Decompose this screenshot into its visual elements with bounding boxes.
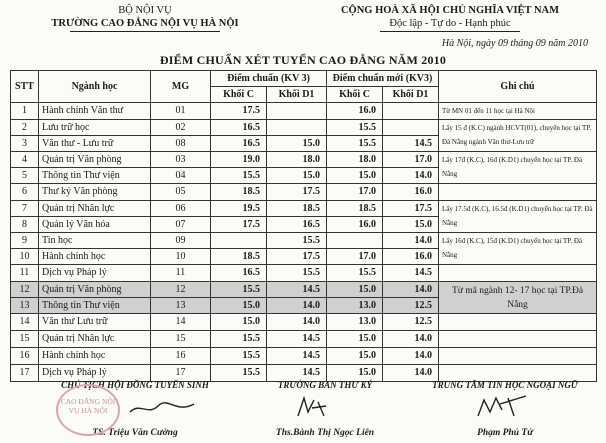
cell-stt: 11 bbox=[11, 265, 39, 282]
cell-score-d1: 18.0 bbox=[267, 152, 327, 168]
cell-major: Thông tin Thư viện bbox=[39, 298, 151, 314]
note-empty bbox=[439, 265, 597, 282]
cell-stt: 10 bbox=[11, 249, 39, 265]
table-row bbox=[11, 233, 597, 249]
signature-role: TRƯỞNG BAN THƯ KÝ bbox=[277, 380, 373, 390]
cell-score-c: 15.5 bbox=[211, 282, 267, 298]
table-row-highlighted bbox=[11, 282, 597, 298]
cell-new-score-c: 18.5 bbox=[327, 201, 383, 217]
cell-code: 06 bbox=[151, 201, 211, 217]
cell-new-score-d1: 14.5 bbox=[383, 265, 439, 282]
cell-new-score-c bbox=[327, 233, 383, 249]
cell-code: 12 bbox=[151, 282, 211, 298]
header-group-kv3: Điểm chuẩn (KV 3) bbox=[211, 71, 327, 87]
cell-score-d1: 14.5 bbox=[267, 365, 327, 382]
cell-code: 13 bbox=[151, 298, 211, 314]
cell-stt: 16 bbox=[11, 348, 39, 365]
cell-new-score-c: 15.5 bbox=[327, 120, 383, 136]
country-name: CỘNG HOÀ XÃ HỘI CHỦ NGHĨA VIỆT NAM bbox=[340, 5, 560, 16]
cell-code: 10 bbox=[151, 249, 211, 265]
cell-stt: 1 bbox=[11, 103, 39, 120]
cell-new-score-d1 bbox=[383, 103, 439, 120]
signature-block-it-center bbox=[410, 380, 600, 438]
signature-role: CHỦ TỊCH HỘI ĐỒNG TUYỂN SINH bbox=[61, 380, 209, 390]
cell-new-score-d1: 14.0 bbox=[383, 168, 439, 184]
table-row bbox=[11, 365, 597, 382]
note-transfer-admin: Lấy 16đ (K.C), 15đ (K.D1) chuyển học tại TP. Đà Nẵng bbox=[439, 233, 597, 265]
cell-score-c: 15.5 bbox=[211, 331, 267, 348]
cell-major: Hành chính học bbox=[39, 249, 151, 265]
cell-new-score-d1: 15.0 bbox=[383, 217, 439, 233]
cell-new-score-c: 15.5 bbox=[327, 265, 383, 282]
cell-new-score-d1: 14.0 bbox=[383, 233, 439, 249]
cell-score-d1: 18.5 bbox=[267, 201, 327, 217]
table-row bbox=[11, 184, 597, 201]
cell-major: Quản trị Nhân lực bbox=[39, 331, 151, 348]
cell-new-score-d1 bbox=[383, 120, 439, 136]
cell-new-score-d1: 17.0 bbox=[383, 152, 439, 168]
signature-scrawl bbox=[292, 394, 332, 420]
cell-new-score-d1: 14.5 bbox=[383, 136, 439, 152]
header-major: Ngành học bbox=[39, 71, 151, 103]
cell-code: 03 bbox=[151, 152, 211, 168]
cell-score-d1 bbox=[267, 103, 327, 120]
cell-score-d1: 14.5 bbox=[267, 331, 327, 348]
cell-score-c: 18.5 bbox=[211, 184, 267, 201]
note-transfer-office: Lấy 17đ (K.C), 16đ (K.D1) chuyển học tại TP. Đà Nẵng bbox=[439, 152, 597, 184]
official-stamp: CAO ĐẲNG NỘI VỤ HÀ NỘI bbox=[56, 384, 120, 436]
cell-score-c: 17.5 bbox=[211, 217, 267, 233]
cell-new-score-d1: 17.5 bbox=[383, 201, 439, 217]
signature-scrawl bbox=[474, 392, 530, 420]
header-left bbox=[20, 4, 270, 32]
cell-major: Quản trị Văn phòng bbox=[39, 152, 151, 168]
header-khoi-c: Khối C bbox=[211, 87, 267, 103]
cell-score-c bbox=[211, 233, 267, 249]
cell-new-score-d1: 12.5 bbox=[383, 298, 439, 314]
cell-major: Tin học bbox=[39, 233, 151, 249]
cell-new-score-c: 16.0 bbox=[327, 103, 383, 120]
table-row bbox=[11, 314, 597, 331]
cell-score-c: 15.0 bbox=[211, 314, 267, 331]
cell-major: Dịch vụ Pháp lý bbox=[39, 265, 151, 282]
cell-score-c: 18.5 bbox=[211, 249, 267, 265]
document-title: ĐIỂM CHUẨN XÉT TUYỂN CAO ĐẲNG NĂM 2010 bbox=[159, 53, 447, 67]
cell-stt: 5 bbox=[11, 168, 39, 184]
cell-stt: 9 bbox=[11, 233, 39, 249]
cell-score-c: 16.5 bbox=[211, 136, 267, 152]
note-hanoi: Từ MN 01 đến 11 học tại Hà Nội bbox=[439, 103, 597, 120]
table-row bbox=[11, 348, 597, 365]
cell-new-score-d1: 14.0 bbox=[383, 331, 439, 348]
cell-score-c: 16.5 bbox=[211, 265, 267, 282]
cell-score-c: 15.5 bbox=[211, 348, 267, 365]
note-empty bbox=[439, 331, 597, 348]
cell-code: 17 bbox=[151, 365, 211, 382]
cell-code: 08 bbox=[151, 136, 211, 152]
cell-new-score-c: 13.0 bbox=[327, 314, 383, 331]
cell-code: 09 bbox=[151, 233, 211, 249]
header-new-khoi-c: Khối C bbox=[327, 87, 383, 103]
table-row bbox=[11, 152, 597, 168]
header-left-underline bbox=[70, 31, 220, 32]
signature-block-secretary bbox=[250, 380, 400, 438]
cell-new-score-c: 15.0 bbox=[327, 282, 383, 298]
cell-new-score-d1: 14.0 bbox=[383, 348, 439, 365]
cell-stt: 12 bbox=[11, 282, 39, 298]
cell-stt: 3 bbox=[11, 136, 39, 152]
cell-score-d1: 16.5 bbox=[267, 217, 327, 233]
cell-code: 05 bbox=[151, 184, 211, 201]
cell-score-d1: 15.5 bbox=[267, 233, 327, 249]
cell-major: Văn thư - Lưu trữ bbox=[39, 136, 151, 152]
cell-score-c: 19.0 bbox=[211, 152, 267, 168]
cell-major: Thông tin Thư viện bbox=[39, 168, 151, 184]
cell-code: 02 bbox=[151, 120, 211, 136]
cell-major: Quản trị Văn phòng bbox=[39, 282, 151, 298]
cell-code: 04 bbox=[151, 168, 211, 184]
header-new-khoi-d1: Khối D1 bbox=[383, 87, 439, 103]
table-row bbox=[11, 120, 597, 136]
cell-score-c: 17.5 bbox=[211, 103, 267, 120]
note-transfer-hr: Lấy 17.5đ (K.C), 16.5đ (K.D1) chuyển học tại TP. Đà Nẵng bbox=[439, 201, 597, 233]
cell-code: 01 bbox=[151, 103, 211, 120]
header-right bbox=[300, 4, 600, 32]
header-code: MG bbox=[151, 71, 211, 103]
cell-code: 14 bbox=[151, 314, 211, 331]
cell-stt: 7 bbox=[11, 201, 39, 217]
cell-score-d1: 14.5 bbox=[267, 348, 327, 365]
cell-stt: 6 bbox=[11, 184, 39, 201]
cell-major: Quản lý Văn hóa bbox=[39, 217, 151, 233]
header-stt: STT bbox=[11, 71, 39, 103]
cell-major: Lưu trữ học bbox=[39, 120, 151, 136]
cell-score-d1: 15.5 bbox=[267, 265, 327, 282]
cell-major: Hành chính học bbox=[39, 348, 151, 365]
cell-code: 15 bbox=[151, 331, 211, 348]
cell-new-score-d1: 12.5 bbox=[383, 314, 439, 331]
cell-code: 11 bbox=[151, 265, 211, 282]
cell-score-c: 15.0 bbox=[211, 298, 267, 314]
signature-role: TRUNG TÂM TIN HỌC NGOẠI NGỮ bbox=[432, 380, 578, 390]
cell-new-score-c: 15.0 bbox=[327, 365, 383, 382]
cell-new-score-d1: 14.0 bbox=[383, 365, 439, 382]
cell-score-c: 15.5 bbox=[211, 365, 267, 382]
cell-new-score-c: 15.0 bbox=[327, 168, 383, 184]
cell-score-d1: 15.0 bbox=[267, 168, 327, 184]
cell-score-d1: 17.5 bbox=[267, 249, 327, 265]
note-danang-campus: Từ mã ngành 12- 17 học tại TP.Đà Nẵng bbox=[439, 282, 597, 314]
table-row bbox=[11, 103, 597, 120]
cell-new-score-c: 18.0 bbox=[327, 152, 383, 168]
cell-major: Dịch vụ Pháp lý bbox=[39, 365, 151, 382]
cell-major: Văn thư Lưu trữ bbox=[39, 314, 151, 331]
school-name: TRƯỜNG CAO ĐẲNG NỘI VỤ HÀ NỘI bbox=[51, 18, 239, 29]
cell-stt: 13 bbox=[11, 298, 39, 314]
cell-stt: 8 bbox=[11, 217, 39, 233]
cell-new-score-c: 15.0 bbox=[327, 331, 383, 348]
cell-new-score-c: 15.0 bbox=[327, 348, 383, 365]
cell-major: Quản trị Nhân lực bbox=[39, 201, 151, 217]
table-row bbox=[11, 331, 597, 348]
signature-name: Ths.Bành Thị Ngọc Liên bbox=[275, 428, 375, 438]
cell-new-score-d1: 16.0 bbox=[383, 249, 439, 265]
cell-new-score-c: 16.0 bbox=[327, 217, 383, 233]
cell-score-d1: 14.5 bbox=[267, 282, 327, 298]
cell-major: Thư ký Văn phòng bbox=[39, 184, 151, 201]
cell-new-score-c: 13.0 bbox=[327, 298, 383, 314]
national-motto: Độc lập - Tự do - Hạnh phúc bbox=[389, 18, 511, 29]
cell-score-d1: 14.0 bbox=[267, 314, 327, 331]
cell-score-c: 16.5 bbox=[211, 120, 267, 136]
cell-stt: 2 bbox=[11, 120, 39, 136]
header-group-new-kv3: Điểm chuẩn mới (KV3) bbox=[327, 71, 439, 87]
note-empty bbox=[439, 348, 597, 365]
cell-new-score-d1: 16.0 bbox=[383, 184, 439, 201]
cell-code: 07 bbox=[151, 217, 211, 233]
header-notes: Ghi chú bbox=[439, 71, 597, 103]
cell-new-score-c: 17.0 bbox=[327, 249, 383, 265]
cell-stt: 4 bbox=[11, 152, 39, 168]
note-transfer-archives: Lấy 15 đ (K.C) ngành HCVT(01), chuyển học tại TP. Đà Nẵng ngành Văn thư-Lưu trữ bbox=[439, 120, 597, 152]
cell-score-d1: 14.0 bbox=[267, 298, 327, 314]
cell-score-d1 bbox=[267, 120, 327, 136]
signature-name: Phạm Phú Tứ bbox=[477, 428, 533, 438]
cell-stt: 14 bbox=[11, 314, 39, 331]
cell-new-score-c: 17.0 bbox=[327, 184, 383, 201]
cell-score-c: 15.5 bbox=[211, 168, 267, 184]
cell-score-c: 19.5 bbox=[211, 201, 267, 217]
ministry-name: BỘ NỘI VỤ bbox=[118, 5, 172, 16]
header-right-underline bbox=[380, 31, 520, 32]
cell-score-d1: 15.0 bbox=[267, 136, 327, 152]
cell-new-score-d1: 14.0 bbox=[383, 282, 439, 298]
table-row bbox=[11, 201, 597, 217]
table-row bbox=[11, 265, 597, 282]
header-khoi-d1: Khối D1 bbox=[267, 87, 327, 103]
cell-new-score-c: 15.5 bbox=[327, 136, 383, 152]
signature-name: TS. Triệu Văn Cường bbox=[92, 428, 178, 438]
note-empty bbox=[439, 184, 597, 201]
document-date: Hà Nội, ngày 09 tháng 09 năm 2010 bbox=[441, 38, 588, 49]
cell-code: 16 bbox=[151, 348, 211, 365]
signature-scrawl bbox=[128, 398, 198, 418]
cell-stt: 15 bbox=[11, 331, 39, 348]
note-empty bbox=[439, 365, 597, 382]
cell-stt: 17 bbox=[11, 365, 39, 382]
cell-score-d1: 17.5 bbox=[267, 184, 327, 201]
cell-major: Hành chính Văn thư bbox=[39, 103, 151, 120]
admission-scores-table bbox=[10, 70, 597, 382]
note-empty bbox=[439, 314, 597, 331]
